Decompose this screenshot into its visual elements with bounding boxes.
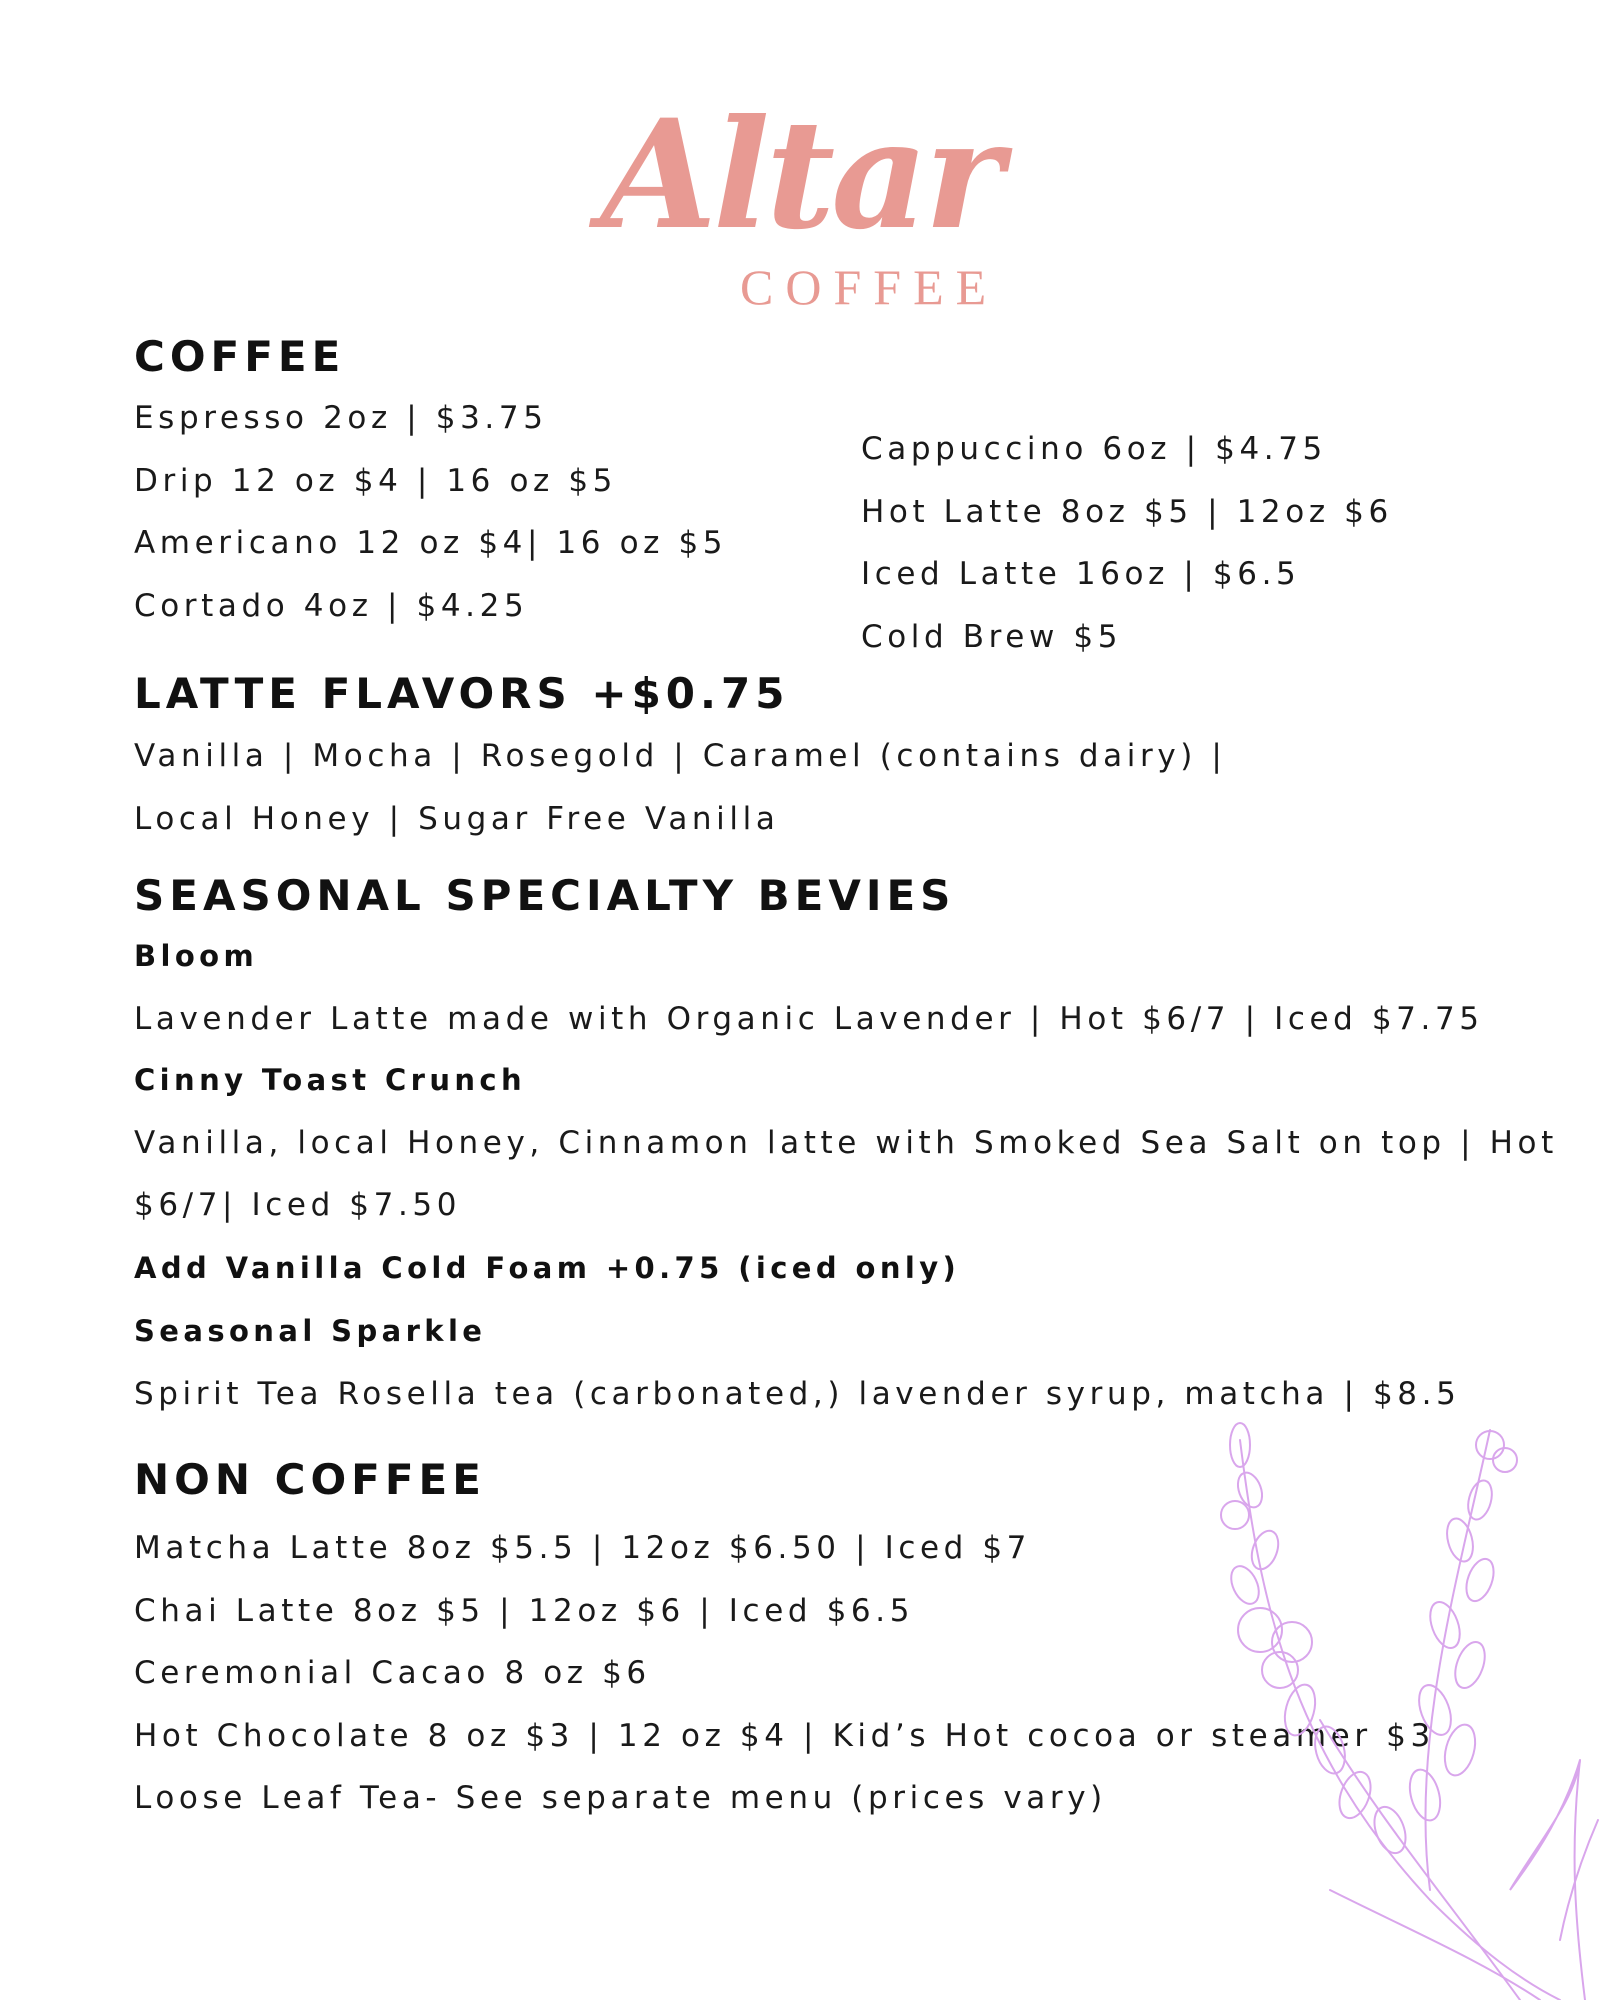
- non-coffee-cacao: Ceremonial Cacao 8 oz $6: [134, 1655, 651, 1691]
- seasonal-heading: SEASONAL SPECIALTY BEVIES: [134, 871, 956, 920]
- non-coffee-chai: Chai Latte 8oz $5 | 12oz $6 | Iced $6.5: [134, 1593, 915, 1629]
- seasonal-sparkle-description: Spirit Tea Rosella tea (carbonated,) lavender syrup, matcha | $8.5: [134, 1376, 1461, 1412]
- non-coffee-loose-leaf-tea: Loose Leaf Tea- See separate menu (prices vary): [134, 1780, 1107, 1816]
- cinny-description-line-2: $6/7| Iced $7.50: [134, 1187, 462, 1223]
- cold-foam-addon: Add Vanilla Cold Foam +0.75 (iced only): [134, 1251, 961, 1285]
- coffee-item-drip: Drip 12 oz $4 | 16 oz $5: [134, 463, 617, 499]
- non-coffee-hot-chocolate: Hot Chocolate 8 oz $3 | 12 oz $4 | Kid’s Hot cocoa or steamer $3: [134, 1718, 1435, 1754]
- coffee-item-iced-latte: Iced Latte 16oz | $6.5: [861, 556, 1301, 592]
- coffee-item-hot-latte: Hot Latte 8oz $5 | 12oz $6: [861, 494, 1393, 530]
- logo-wordmark: Altar: [600, 87, 1000, 263]
- coffee-item-cappuccino: Cappuccino 6oz | $4.75: [861, 431, 1327, 467]
- seasonal-sparkle-title: Seasonal Sparkle: [134, 1314, 487, 1348]
- cinny-description-line-1: Vanilla, local Honey, Cinnamon latte with Smoked Sea Salt on top | Hot: [134, 1125, 1558, 1161]
- coffee-item-americano: Americano 12 oz $4| 16 oz $5: [134, 525, 728, 561]
- flavors-line-2: Local Honey | Sugar Free Vanilla: [134, 801, 780, 837]
- cinny-toast-crunch-title: Cinny Toast Crunch: [134, 1063, 527, 1097]
- coffee-item-espresso: Espresso 2oz | $3.75: [134, 400, 548, 436]
- coffee-heading: COFFEE: [134, 332, 346, 381]
- altar-coffee-logo: [550, 87, 1050, 320]
- non-coffee-matcha: Matcha Latte 8oz $5.5 | 12oz $6.50 | Iced $7: [134, 1530, 1032, 1566]
- latte-flavors-heading: LATTE FLAVORS +$0.75: [134, 669, 790, 718]
- lavender-sprig-icon: [1180, 1420, 1600, 2000]
- non-coffee-heading: NON COFFEE: [134, 1455, 486, 1504]
- bloom-description: Lavender Latte made with Organic Lavender | Hot $6/7 | Iced $7.75: [134, 1001, 1484, 1037]
- coffee-item-cold-brew: Cold Brew $5: [861, 619, 1123, 655]
- bloom-title: Bloom: [134, 939, 259, 973]
- logo-subtitle: COFFEE: [740, 259, 999, 315]
- coffee-item-cortado: Cortado 4oz | $4.25: [134, 588, 529, 624]
- flavors-line-1: Vanilla | Mocha | Rosegold | Caramel (contains dairy) |: [134, 738, 1227, 774]
